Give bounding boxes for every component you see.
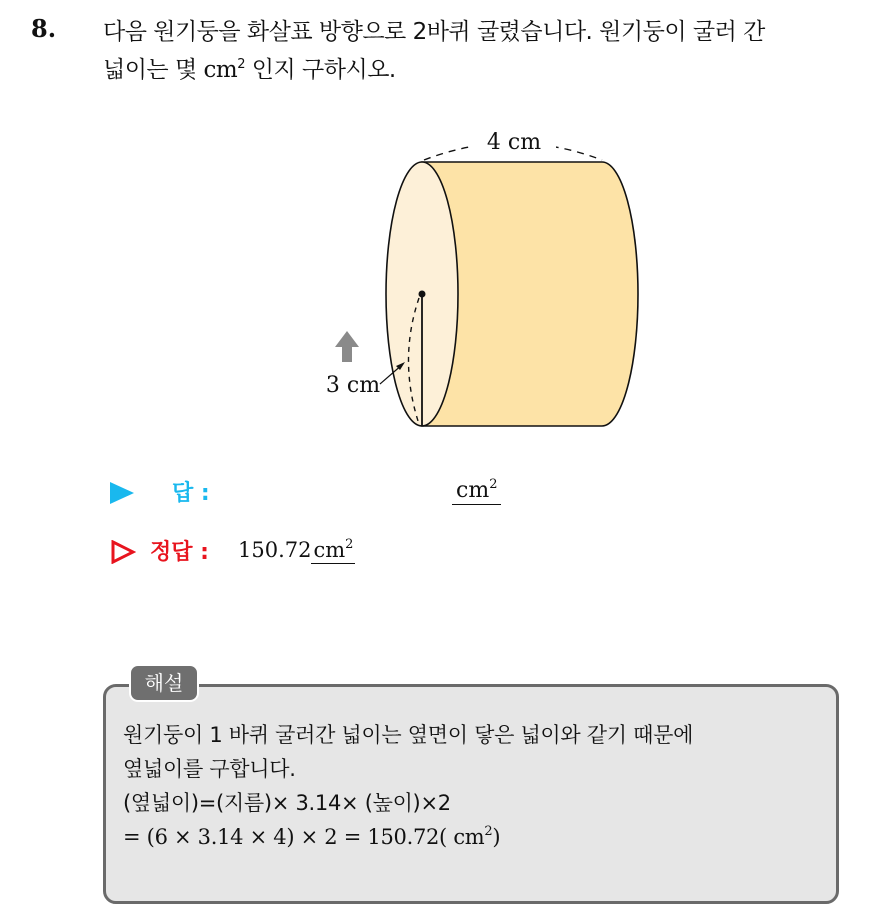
explanation-line-4-pre: = (6 × 3.14 × 4) × 2 = 150.72( cm: [123, 825, 485, 849]
answer-row: [110, 474, 530, 510]
answer-unit: [452, 478, 501, 505]
answer-unit-text: cm: [456, 478, 490, 503]
answer-label: 답 :: [172, 481, 210, 506]
question-unit-sup: 2: [237, 57, 245, 72]
center-dot: [419, 291, 426, 298]
question-line-2-post: 인지 구하시오.: [244, 57, 396, 83]
correct-answer-unit-sup: 2: [345, 537, 354, 552]
question-line-2-pre: 넓이는 몇: [103, 57, 204, 83]
explanation-line-3: (옆넓이)=(지름)× 3.14× (높이)×2: [123, 791, 451, 815]
correct-answer-row: [110, 533, 530, 569]
explanation-line-2: 옆넓이를 구합니다.: [123, 757, 296, 781]
explanation-tag: 해설: [129, 664, 199, 702]
question-number: 8.: [31, 14, 57, 43]
rolling-direction-arrow-icon: [335, 331, 359, 362]
explanation-line-4-post: ): [492, 825, 501, 849]
length-label: 4 cm: [486, 130, 542, 155]
explanation-line-1: 원기둥이 1 바퀴 굴러간 넓이는 옆면이 닿은 넓이와 같기 때문에: [123, 723, 694, 747]
explanation-line-4-sup: 2: [484, 824, 493, 839]
correct-answer-unit: [311, 538, 355, 564]
explanation-body: [123, 718, 833, 854]
correct-answer-unit-text: cm: [313, 538, 346, 562]
explanation-line-4: [123, 820, 833, 854]
question-line-1: 다음 원기둥을 화살표 방향으로 2바퀴 굴렸습니다. 원기둥이 굴러 간: [103, 19, 765, 45]
radius-label: 3 cm: [325, 373, 381, 398]
answer-triangle-icon: [110, 482, 134, 504]
correct-answer-label: 정답 :: [150, 540, 209, 565]
answer-unit-sup: 2: [489, 477, 498, 492]
question-unit: cm: [203, 57, 238, 83]
correct-answer-triangle-icon: [110, 540, 136, 564]
correct-answer-value: [238, 538, 355, 562]
correct-answer-number: 150.72: [238, 538, 312, 562]
